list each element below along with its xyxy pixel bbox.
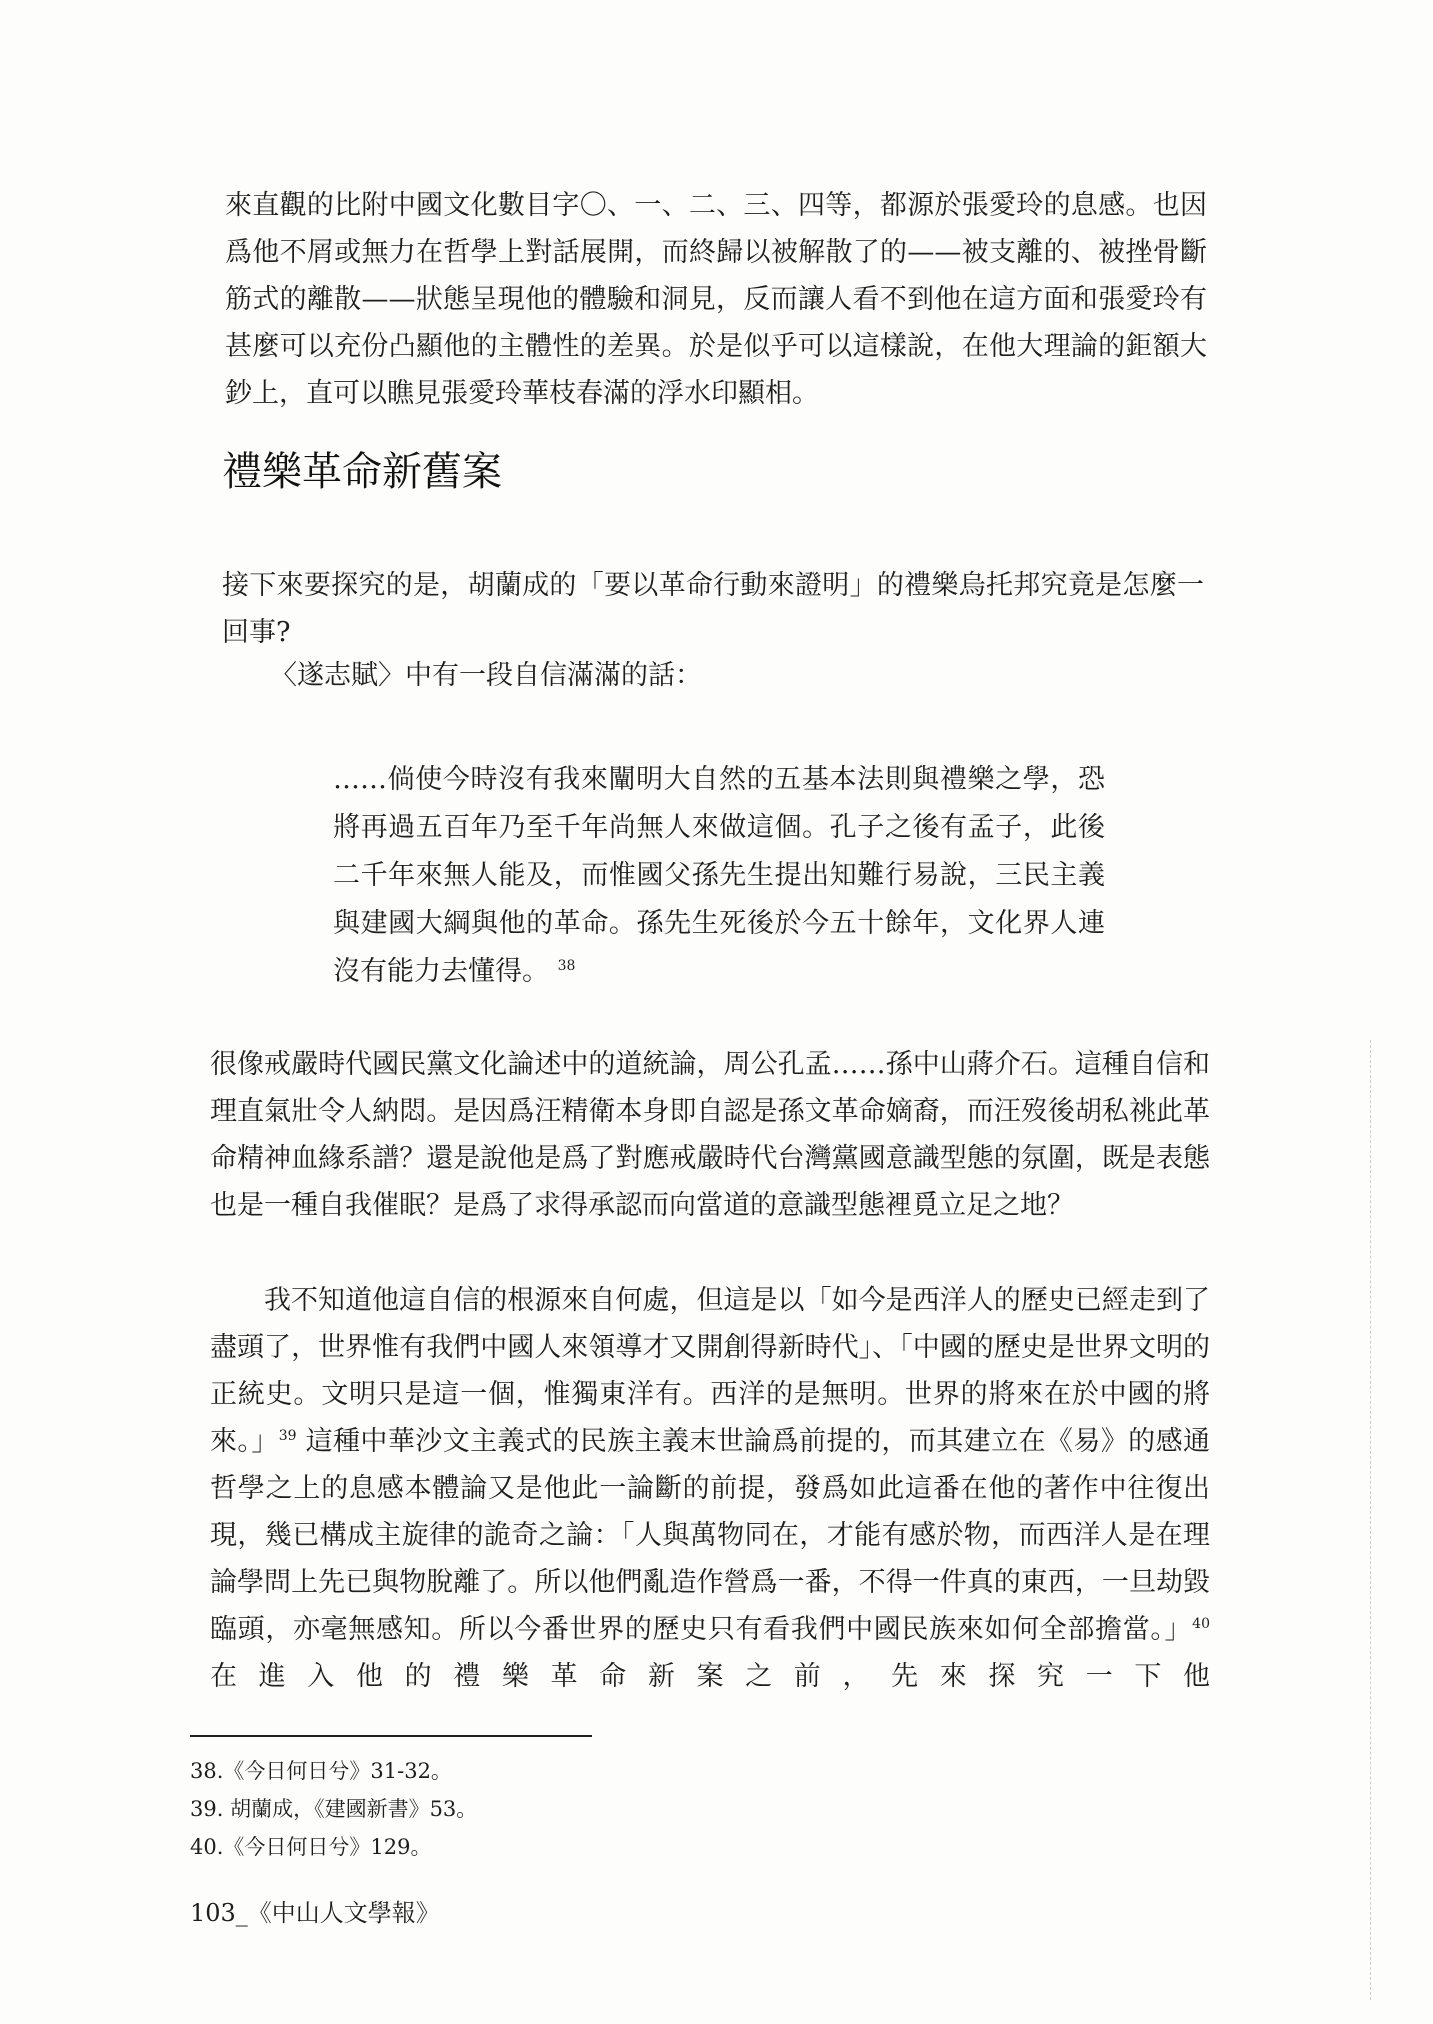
paragraph-source-text-a: 我不知道他這自信的根源來自何處，但這是以「如今是西洋人的歷史已經走到了盡頭了，世界惟有我們中國人來領導才又開創得新時代」、「中國的歷史是世界文明的正統史。文明只是這一個，惟獨東洋有。西洋的是無明。世界的將來在於中國的將來。」 <box>210 1285 1210 1457</box>
paragraph-daotong: 很像戒嚴時代國民黨文化論述中的道統論，周公孔孟……孫中山蔣介石。這種自信和理直氣壯令人納悶。是因爲汪精衛本身即自認是孫文革命嫡裔，而汪歿後胡私祧此革命精神血緣系譜？還是說他是爲了對應戒嚴時代台灣黨國意識型態的氛圍，既是表態也是一種自我催眠？是爲了求得承認而向當道的意識型態裡覓立足之地？ <box>210 1049 1210 1221</box>
paragraph-source-text-c: 在進入他的禮樂革命新案之前，先來探究一下他 <box>210 1661 1210 1692</box>
footnote-40: 40.《今日何日兮》129。 <box>190 1835 432 1859</box>
scan-edge-line <box>1370 1040 1371 2000</box>
paragraph-source-text-b: 這種中華沙文主義式的民族主義末世論爲前提的，而其建立在《易》的感通哲學之上的息感本體論又是他此一論斷的前提，發爲如此這番在他的著作中往復出現，幾已構成主旋律的詭奇之論：「人與萬物同在，才能有感於物，而西洋人是在理論學問上先已與物脫離了。所以他們亂造作營爲一番，不得一件真的東西，一旦劫毀臨頭，亦毫無感知。所以今番世界的歷史只有看我們中國民族來如何全部擔當。」 <box>210 1426 1210 1645</box>
footnote-ref-39: 39 <box>278 1428 297 1444</box>
block-quote-text: ……倘使今時沒有我來闡明大自然的五基本法則與禮樂之學，恐將再過五百年乃至千年尚無人來做這個。孔子之後有孟子，此後二千年來無人能及，而惟國父孫先生提出知難行易說，三民主義與建國大綱與他的革命。孫先生死後於今五十餘年，文化界人連沒有能力去懂得。 <box>333 764 1105 987</box>
block-quote <box>333 756 1105 996</box>
section-heading: 禮樂革命新舊案 <box>222 449 502 495</box>
footnote-list <box>190 1752 477 1866</box>
footnote-39: 39. 胡蘭成，《建國新書》53。 <box>190 1797 478 1821</box>
paragraph-intro: 接下來要探究的是，胡蘭成的「要以革命行動來證明」的禮樂烏托邦究竟是怎麼一回事? <box>222 570 1204 648</box>
footnote-ref-40: 40 <box>1192 1616 1210 1632</box>
paragraph-source <box>210 1277 1210 1700</box>
page-footer: 103_《中山人文學報》 <box>190 1899 440 1927</box>
footnote-ref-38: 38 <box>557 958 576 974</box>
paragraph-continuation: 來直觀的比附中國文化數目字〇、一、二、三、四等，都源於張愛玲的息感。也因爲他不屑或無力在哲學上對話展開，而終歸以被解散了的——被支離的、被挫骨斷筋式的離散——狀態呈現他的體驗和洞見，反而讓人看不到他在這方面和張愛玲有甚麼可以充份凸顯他的主體性的差異。於是似乎可以這樣說，在他大理論的鉅額大鈔上，直可以瞧見張愛玲華枝春滿的浮水印顯相。 <box>225 190 1207 409</box>
footnote-38: 38.《今日何日兮》31-32。 <box>190 1759 452 1783</box>
footnote-divider <box>190 1735 592 1737</box>
paragraph-quote-lead: 〈遂志賦〉中有一段自信滿滿的話： <box>270 660 702 691</box>
